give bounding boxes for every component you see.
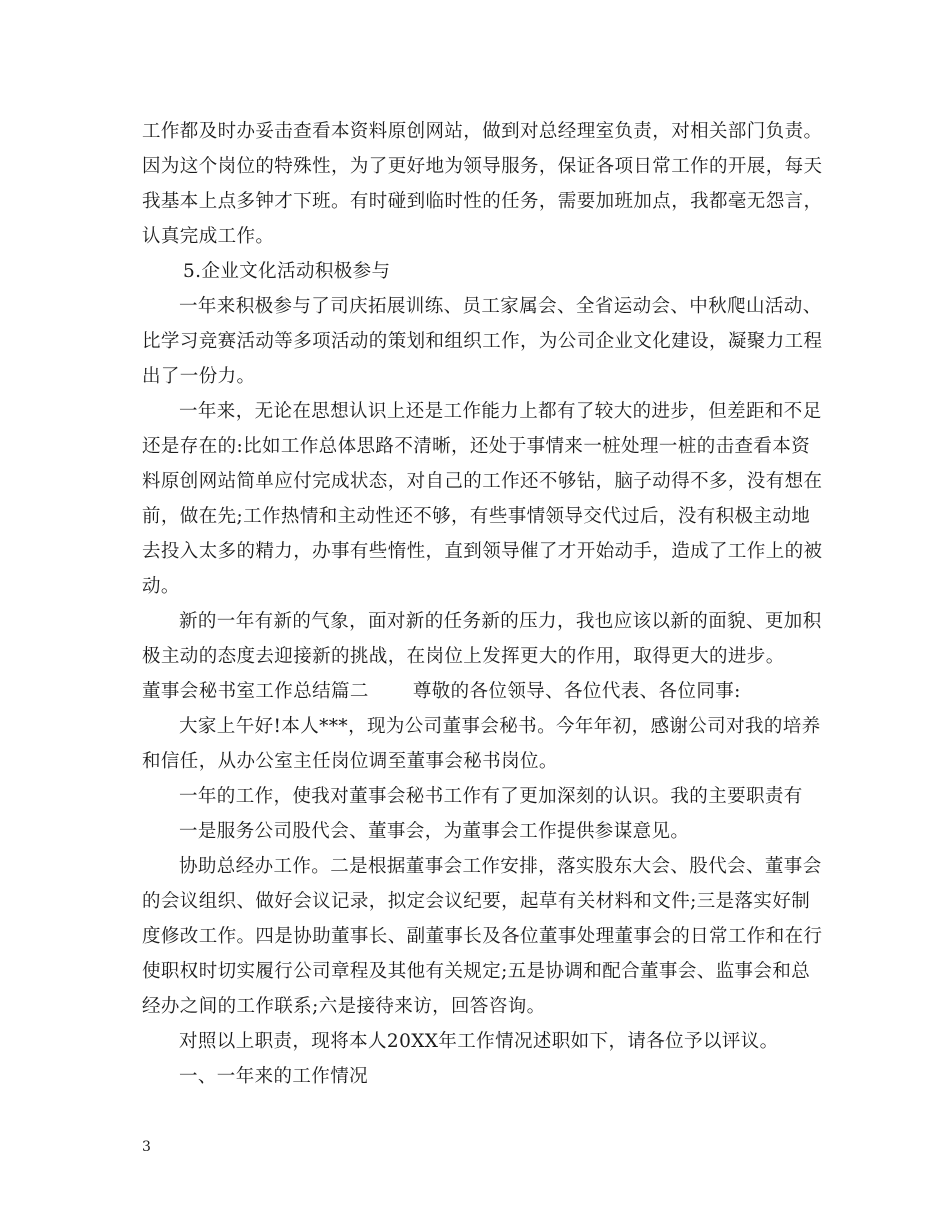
body-line: 还是存在的:比如工作总体思路不清晰，还处于事情来一桩处理一桩的击查看本资 xyxy=(142,436,811,457)
body-line: 工作都及时办妥击查看本资料原创网站，做到对总经理室负责，对相关部门负责。 xyxy=(142,121,823,142)
article-heading-line xyxy=(142,674,812,709)
body-line: 因为这个岗位的特殊性，为了更好地为领导服务，保证各项日常工作的开展，每天 xyxy=(142,156,823,177)
body-line: 经办之间的工作联系;六是接待来访，回答咨询。 xyxy=(142,996,546,1017)
body-line: 出了一份力。 xyxy=(142,366,256,387)
body-line: 新的一年有新的气象，面对新的任务新的压力，我也应该以新的面貌、更加积 xyxy=(179,611,822,632)
body-line: 动。 xyxy=(142,576,180,597)
document-body xyxy=(142,114,823,1094)
body-line: 的会议组织、做好会议记录，拟定会议纪要，起草有关材料和文件;三是落实好制 xyxy=(142,891,811,912)
article-title: 董事会秘书室工作总结篇二 xyxy=(142,681,369,702)
section-heading: 一、一年来的工作情况 xyxy=(179,1066,369,1087)
body-line: 去投入太多的精力，办事有些惰性，直到领导催了才开始动手，造成了工作上的被 xyxy=(142,541,823,562)
body-line: 一年来，无论在思想认识上还是工作能力上都有了较大的进步，但差距和不足 xyxy=(179,401,822,422)
body-line: 前，做在先;工作热情和主动性还不够，有些事情领导交代过后，没有积极主动地 xyxy=(142,506,811,527)
page-number: 3 xyxy=(142,1139,151,1155)
body-line: 认真完成工作。 xyxy=(142,226,275,247)
body-line: 一是服务公司股代会、董事会，为董事会工作提供参谋意见。 xyxy=(179,821,690,842)
body-line: 比学习竞赛活动等多项活动的策划和组织工作，为公司企业文化建设，凝聚力工程 xyxy=(142,331,823,352)
body-line: 度修改工作。四是协助董事长、副董事长及各位董事处理董事会的日常工作和在行 xyxy=(142,926,823,947)
body-line: 协助总经办工作。二是根据董事会工作安排，落实股东大会、股代会、董事会 xyxy=(179,856,822,877)
body-line: 一年的工作，使我对董事会秘书工作有了更加深刻的认识。我的主要职责有 xyxy=(179,786,803,807)
body-line: 一年来积极参与了司庆拓展训练、员工家属会、全省运动会、中秋爬山活动、 xyxy=(179,296,822,317)
salutation: 尊敬的各位领导、各位代表、各位同事: xyxy=(412,681,741,702)
section-heading: 5.企业文化活动积极参与 xyxy=(183,261,391,282)
body-line: 大家上午好!本人***，现为公司董事会秘书。今年年初，感谢公司对我的培养 xyxy=(179,716,821,737)
body-line: 和信任，从办公室主任岗位调至董事会秘书岗位。 xyxy=(142,751,558,772)
body-line: 使职权时切实履行公司章程及其他有关规定;五是协调和配合董事会、监事会和总 xyxy=(142,961,811,982)
body-line: 我基本上点多钟才下班。有时碰到临时性的任务，需要加班加点，我都毫无怨言， xyxy=(142,191,823,212)
body-line: 料原创网站简单应付完成状态，对自己的工作还不够钻，脑子动得不多，没有想在 xyxy=(142,471,823,492)
body-line: 极主动的态度去迎接新的挑战，在岗位上发挥更大的作用，取得更大的进步。 xyxy=(142,646,785,667)
body-line: 对照以上职责，现将本人20XX年工作情况述职如下，请各位予以评议。 xyxy=(179,1031,779,1052)
